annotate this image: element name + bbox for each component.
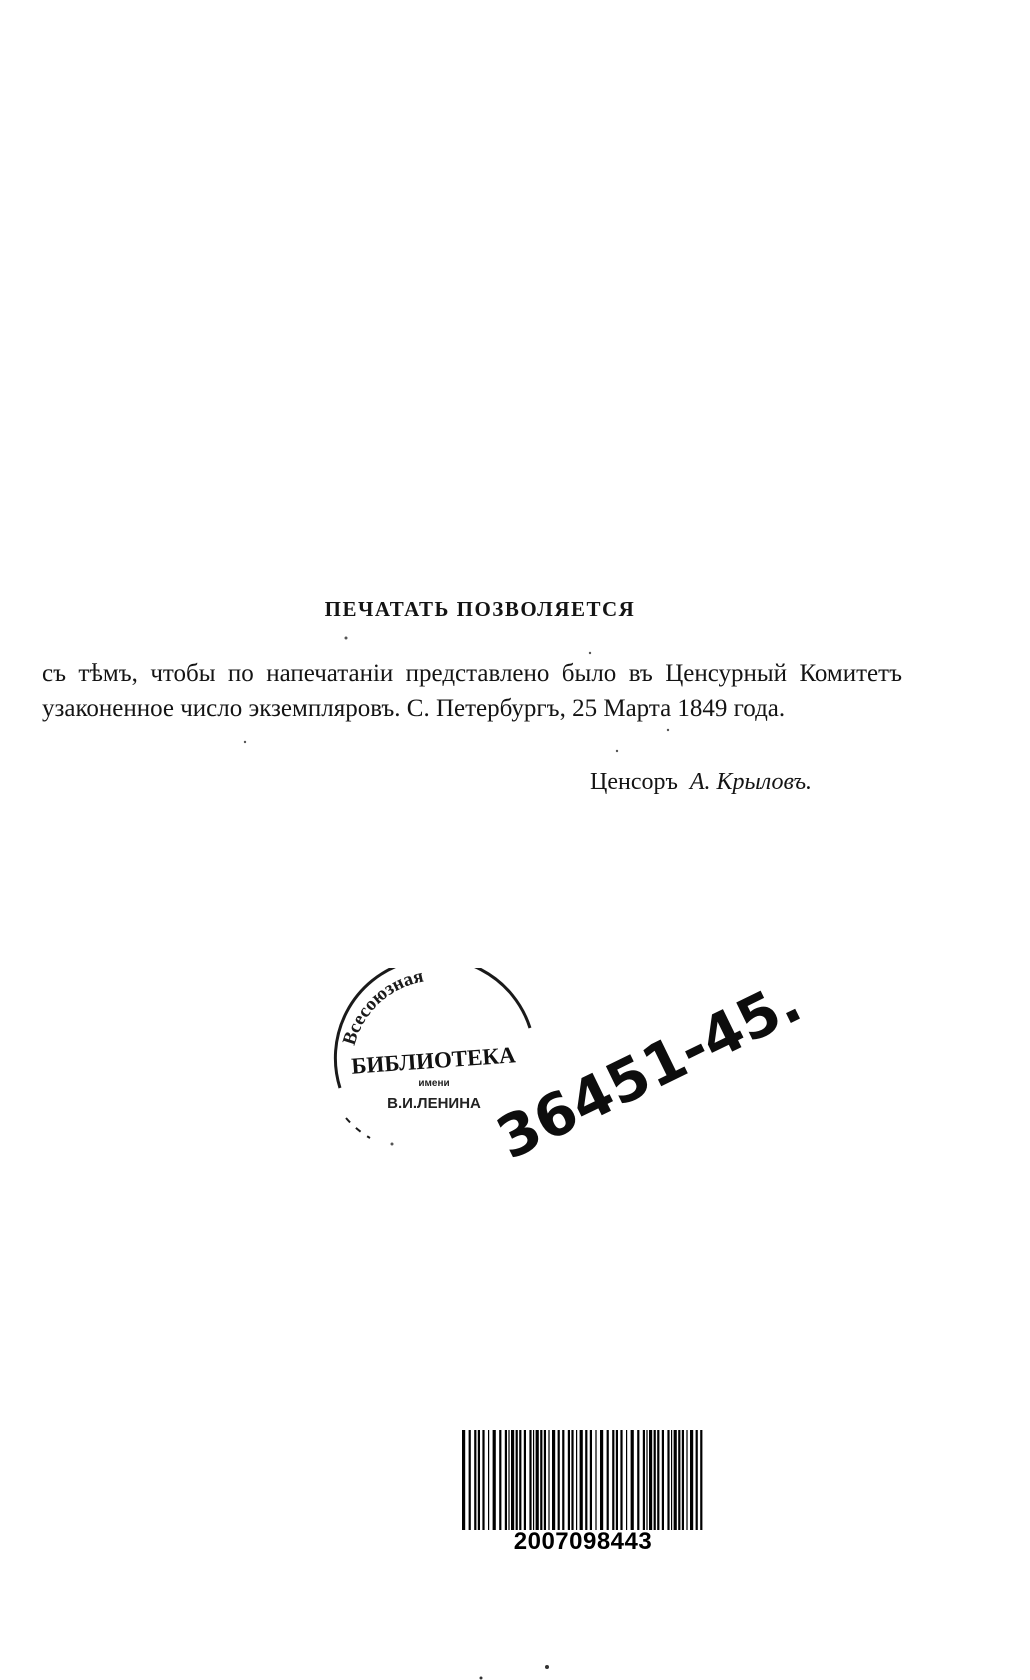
barcode-bar: [626, 1430, 627, 1530]
barcode-bar: [631, 1430, 634, 1530]
barcode-bar: [686, 1430, 687, 1530]
barcode-bar: [474, 1430, 476, 1530]
barcode-bar: [516, 1430, 518, 1530]
barcode-bar: [533, 1430, 534, 1530]
stamp-imeni-text: имени: [418, 1078, 450, 1089]
barcode-bar: [674, 1430, 677, 1530]
barcode-bar: [462, 1430, 465, 1530]
barcode-bar: [678, 1430, 680, 1530]
barcode-bar: [558, 1430, 560, 1530]
barcode-bar: [488, 1430, 489, 1530]
barcode-bar: [552, 1430, 555, 1530]
barcode-bar: [600, 1430, 603, 1530]
barcode-bar: [696, 1430, 698, 1530]
barcode-bar: [571, 1430, 573, 1530]
barcode-number: 2007098443: [513, 1528, 653, 1555]
barcode-bar: [536, 1430, 539, 1530]
barcode-bar: [524, 1430, 526, 1530]
barcode-bar: [544, 1430, 546, 1530]
barcode-bar: [548, 1430, 549, 1530]
barcode-bars: [460, 1430, 706, 1530]
barcode-bar: [671, 1430, 672, 1530]
barcode-bar: [529, 1430, 531, 1530]
barcode: [460, 1430, 706, 1556]
stamp-name-text: В.И.ЛЕНИНА: [387, 1095, 481, 1112]
barcode-bar: [482, 1430, 484, 1530]
barcode-bar: [654, 1430, 656, 1530]
censor-name: А. Крыловъ.: [689, 769, 813, 795]
barcode-bar: [649, 1430, 652, 1530]
barcode-bar: [580, 1430, 583, 1530]
barcode-bar: [657, 1430, 659, 1530]
barcode-bar: [690, 1430, 693, 1530]
barcode-bar: [595, 1430, 596, 1530]
barcode-bar: [568, 1430, 570, 1530]
barcode-bar: [607, 1430, 609, 1530]
barcode-bar: [646, 1430, 647, 1530]
barcode-bar: [585, 1430, 587, 1530]
svg-text:Всесоюзная: [339, 968, 426, 1048]
barcode-bar: [643, 1430, 645, 1530]
barcode-bar: [700, 1430, 702, 1530]
barcode-bar: [505, 1430, 507, 1530]
accession-number-text: 36451-45.: [486, 967, 812, 1173]
barcode-bar: [562, 1430, 564, 1530]
barcode-bar: [616, 1430, 618, 1530]
barcode-bar: [667, 1430, 669, 1530]
barcode-bar: [620, 1430, 622, 1530]
censor-title: Ценсоръ: [590, 769, 678, 795]
barcode-bar: [540, 1430, 542, 1530]
handwritten-accession-number: [486, 967, 812, 1180]
censor-signature: [590, 769, 890, 796]
barcode-bar: [612, 1430, 614, 1530]
barcode-bar: [493, 1430, 496, 1530]
barcode-bar: [478, 1430, 480, 1530]
barcode-bar: [519, 1430, 521, 1530]
barcode-bar: [682, 1430, 684, 1530]
barcode-bar: [499, 1430, 501, 1530]
permission-heading: ПЕЧАТАТЬ ПОЗВОЛЯЕТСЯ: [324, 597, 636, 621]
barcode-bar: [637, 1430, 639, 1530]
barcode-bar: [469, 1430, 471, 1530]
barcode-bar: [508, 1430, 509, 1530]
censorship-statement: съ тѣмъ, чтобы по напечатаніи представлено было въ Ценсурный Комитетъ узаконенное число экземпляровъ. С. Петербургъ, 25 Марта 1849 года.: [42, 660, 902, 722]
barcode-bar: [576, 1430, 577, 1530]
barcode-bar: [511, 1430, 514, 1530]
barcode-bar: [590, 1430, 592, 1530]
stamp-arc-text: Всесоюзная: [338, 968, 426, 1048]
stamp-library-text: БИБЛИОТЕКА: [350, 1042, 517, 1079]
barcode-bar: [662, 1430, 664, 1530]
